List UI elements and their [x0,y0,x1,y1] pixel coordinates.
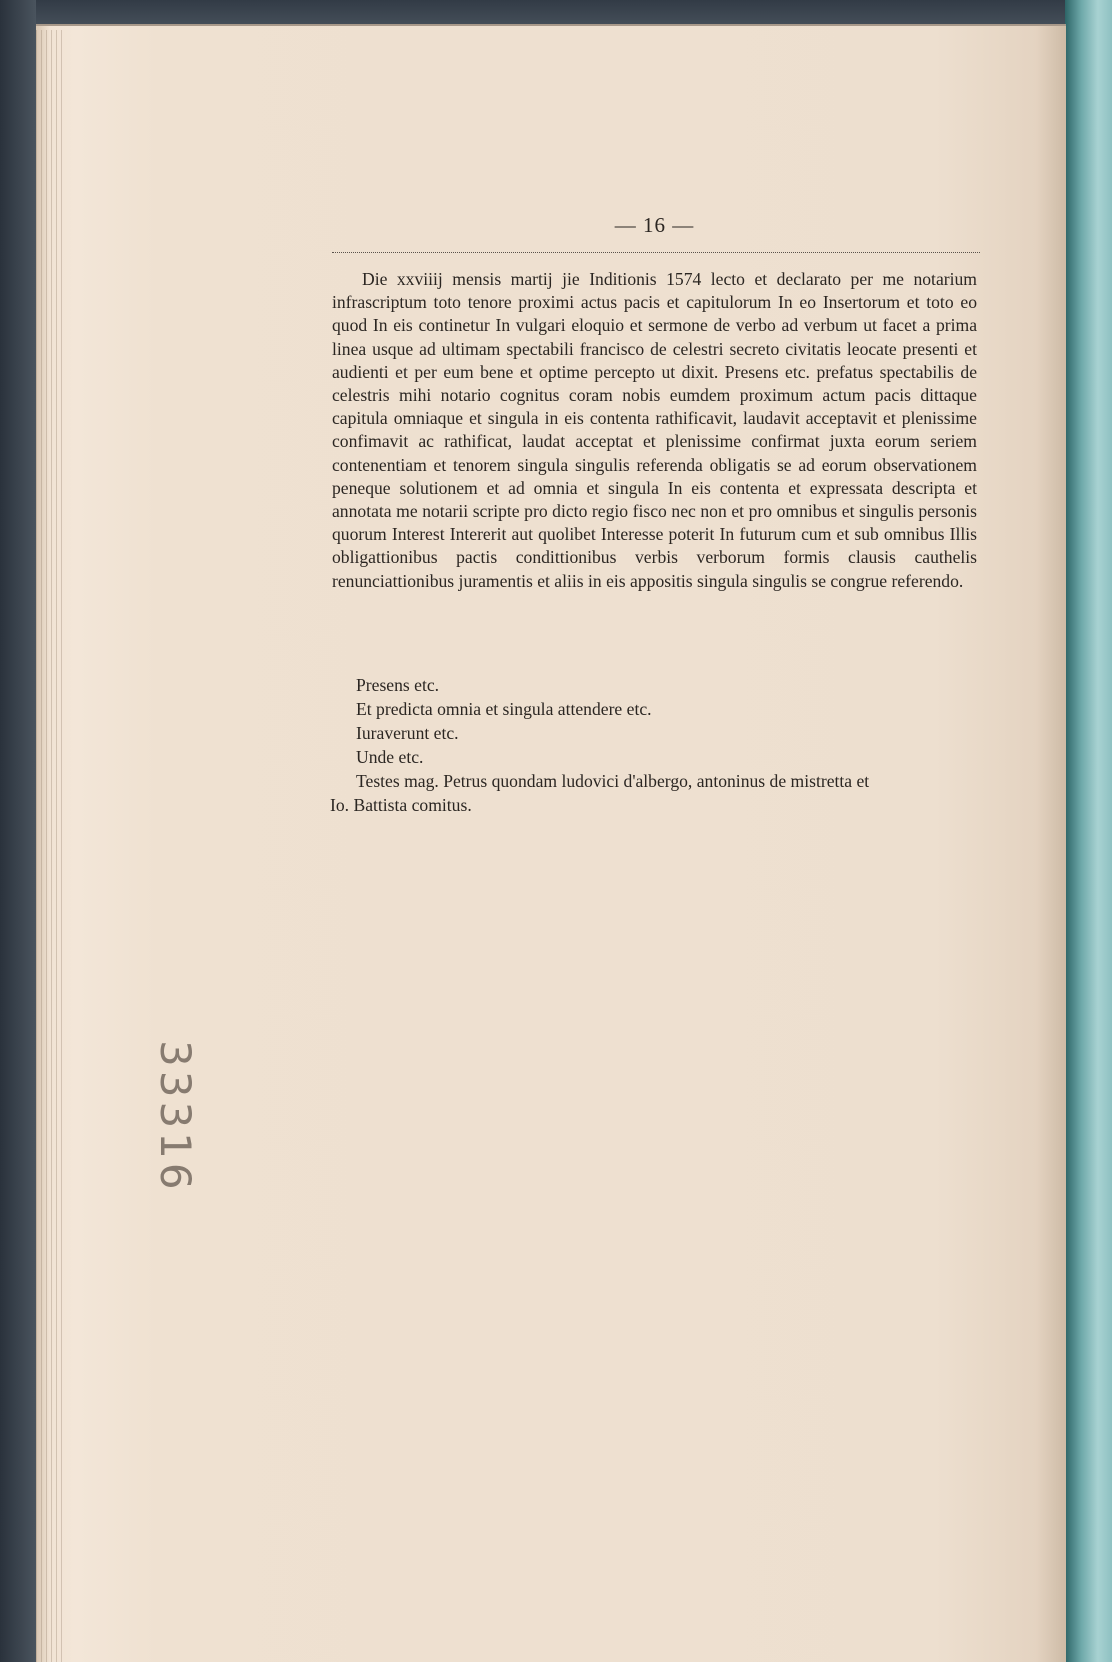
header-rule [332,252,980,253]
line-unde: Unde etc. [356,747,424,767]
line-iuraverunt: Iuraverunt etc. [356,723,459,743]
line-testes-continued: Io. Battista comitus. [330,795,472,815]
line-predicta: Et predicta omnia et singula attendere etc. [356,699,652,719]
line-presens: Presens etc. [356,675,440,695]
library-stamp-number: 33316 [151,1040,200,1194]
main-paragraph: Die xxviiij mensis martij jie Inditionis 1574 lecto et declarato per me notarium infrascriptum toto tenore proximi actus pacis et capitulorum In eo Insertorum et toto eo quod In eis continetur In vulgari eloquio et sermone de verbo ad verbum ut facet a prima linea usque ad ultimam spectabili francisco de celestri secreto civitatis leocate presenti et audienti et per eum bene et optime percepto ut dixit. Presens etc. prefatus spectabilis de celestris mihi notario cognitus coram nobis eumdem proximum actum pacis dittaque capitula omniaque et singula in eis contenta rathificavit, laudavit acceptavit et plenissime confimavit ac rathificat, laudat acceptat et plenissime confirmat juxta eorum seriem contenentiam et tenorem singula singulis referenda obligatis se ad eorum observationem peneque solutionem et ad omnia et singula In eis contenta et expressata descripta et annotata me notarii scripte pro dicto regio fisco nec non et pro omnibus et singulis personis quorum Interest Intererit aut quolibet Interesse poterit In futurum cum et sub omnibus Illis obligattionibus pactis condittionibus verbis verborum formis clausis cauthelis renunciattionibus juramentis et aliis in eis appositis singula singulis se congrue referendo. [332,269,977,591]
scan-background-left [0,0,36,1662]
line-testes: Testes mag. Petrus quondam ludovici d'albergo, antoninus de mistretta et [356,771,870,791]
scan-background-right [1065,0,1112,1662]
page-number: — 16 — [614,213,695,237]
page-binding-edge [36,30,66,1662]
page-content [330,210,977,815]
